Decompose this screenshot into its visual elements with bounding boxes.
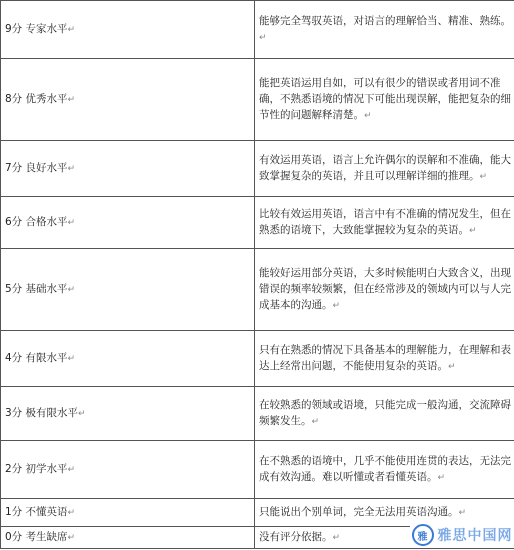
level-cell: 1分 不懂英语↵ [1,499,255,527]
description-cell: 在较熟悉的领域或语境，只能完成一般沟通，交流障碍频繁发生。↵ [255,387,514,441]
table-row [1,1,514,59]
description-cell: 比较有效运用英语，语言中有不准确的情况发生，但在熟悉的语境下，大致能掌握较为复杂的英语。↵ [255,197,514,249]
description-cell: 在不熟悉的语境中，几乎不能使用连贯的表达，无法完成有效沟通。难以听懂或者看懂英语。↵ [255,441,514,499]
level-cell: 9分 专家水平↵ [1,1,255,59]
level-cell: 3分 极有限水平↵ [1,387,255,441]
table-row [1,441,514,499]
table-row [1,249,514,331]
logo-icon: 雅 [412,524,434,546]
level-cell: 4分 有限水平↵ [1,331,255,387]
description-cell: 只有在熟悉的情况下具备基本的理解能力，在理解和表达上经常出问题，不能使用复杂的英语。↵ [255,331,514,387]
table-row [1,331,514,387]
description-cell: 只能说出个别单词，完全无法用英语沟通。↵ [255,499,514,527]
level-cell: 6分 合格水平↵ [1,197,255,249]
level-cell: 7分 良好水平↵ [1,141,255,197]
level-cell: 2分 初学水平↵ [1,441,255,499]
description-cell: 有效运用英语，语言上允许偶尔的误解和不准确，能大致掌握复杂的英语，并且可以理解详细的推理。↵ [255,141,514,197]
description-cell: 能较好运用部分英语，大多时候能明白大致含义，出现错误的频率较频繁，但在经常涉及的领域内可以与人完成基本的沟通。↵ [255,249,514,331]
description-cell: 能把英语运用自如，可以有很少的错误或者用词不准确，不熟悉语境的情况下可能出现误解，能把复杂的细节性的问题解释清楚。↵ [255,59,514,141]
table-row [1,59,514,141]
level-cell: 5分 基础水平↵ [1,249,255,331]
table-row [1,387,514,441]
watermark-text: 雅思中国网 [437,528,513,544]
description-cell: 能够完全驾驭英语，对语言的理解恰当、精准、熟练。↵ [255,1,514,59]
watermark [410,522,514,548]
description-cell: 没有评分依据。↵ [255,527,514,549]
table-row [1,141,514,197]
table-row [1,197,514,249]
level-cell: 0分 考生缺席↵ [1,527,255,549]
level-cell: 8分 优秀水平↵ [1,59,255,141]
